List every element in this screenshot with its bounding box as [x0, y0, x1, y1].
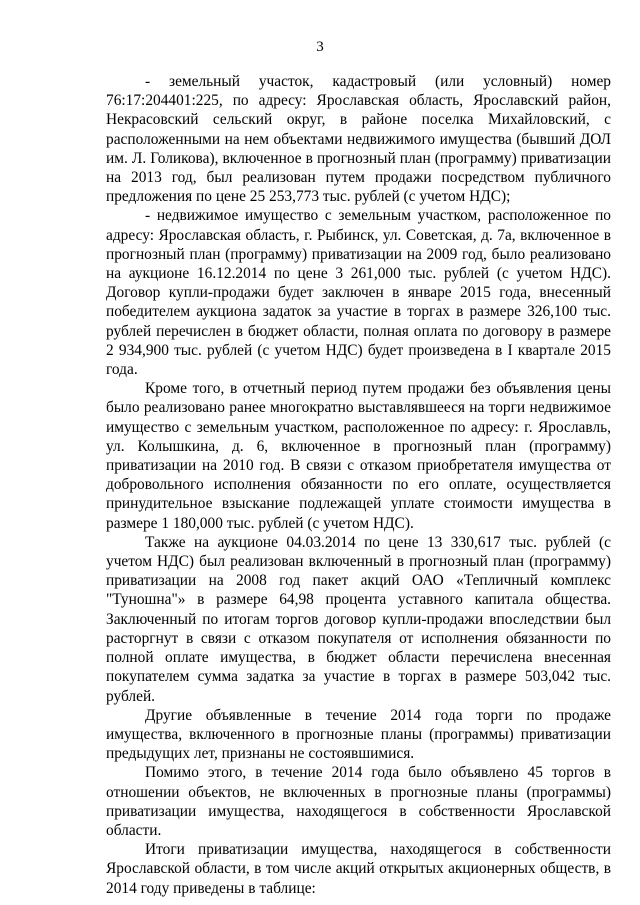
document-body: [106, 72, 611, 898]
paragraph-other-auctions: Помимо этого, в течение 2014 года было объявлено 45 торгов в отношении объектов, не включенных в прогнозные планы (программы) приватизации имущества, находящегося в собственности Ярославской области.: [106, 764, 611, 839]
page-number: 3: [316, 39, 324, 55]
paragraph-tunoshna-shares: Также на аукционе 04.03.2014 по цене 13 330,617 тыс. рублей (с учетом НДС) был реализован включенный в прогнозный план (программу) приватизации на 2008 год пакет акций ОАО «Тепличный комплекс "Туношна"» в размере 64,98 процента уставного капитала общества. Заключенный по итогам торгов договор купли-продажи впоследствии был расторгнут в связи с отказом покупателя от исполнения обязанности по полной оплате имущества, в бюджет области перечислена внесенная покупателем сумма задатка за участие в торгах в размере 503,042 тыс. рублей.: [106, 533, 611, 705]
paragraph-kolyshkina-property: Кроме того, в отчетный период путем продажи без объявления цены было реализовано ранее многократно выставлявшееся на торги недвижимое имущество с земельным участком, расположенное по адресу: г. Ярославль, ул. Колышкина, д. 6, включенное в прогнозный план (программу) приватизации на 2010 год. В связи с отказом приобретателя имущества от добровольного исполнения обязанности по его оплате, осуществляется принудительное взыскание подлежащей уплате стоимости имущества в размере 1 180,000 тыс. рублей (с учетом НДС).: [106, 380, 611, 532]
paragraph-failed-auctions: Другие объявленные в течение 2014 года торги по продаже имущества, включенного в прогнозные планы (программы) приватизации предыдущих лет, признаны не состоявшимися.: [106, 706, 611, 763]
paragraph-land-plot: - земельный участок, кадастровый (или условный) номер 76:17:204401:225, по адресу: Ярославская область, Ярославский район, Некрасовский сельский округ, в районе поселка Михайловский, с расположенными на нем объектами недвижимого имущества (бывший ДОЛ им. Л. Голикова), включенное в прогнозный план (программу) приватизации на 2013 год, был реализован путем продажи посредством публичного предложения по цене 25 253,773 тыс. рублей (с учетом НДС);: [106, 73, 611, 206]
paragraph-results-intro: Итоги приватизации имущества, находящегося в собственности Ярославской области, в том числе акций открытых акционерных обществ, в 2014 году приведены в таблице:: [106, 841, 611, 897]
paragraph-rybinsk-property: - недвижимое имущество с земельным участком, расположенное по адресу: Ярославская область, г. Рыбинск, ул. Советская, д. 7а, включенное в прогнозный план (программу) приватизации на 2009 год, было реализовано на аукционе 16.12.2014 по цене 3 261,000 тыс. рублей (с учетом НДС). Договор купли-продажи будет заключен в январе 2015 года, внесенный победителем аукциона задаток за участие в торгах в размере 326,100 тыс. рублей перечислен в бюджет области, полная оплата по договору в размере 2 934,900 тыс. рублей (с учетом НДС) будет произведена в I квартале 2015 года.: [106, 207, 611, 379]
